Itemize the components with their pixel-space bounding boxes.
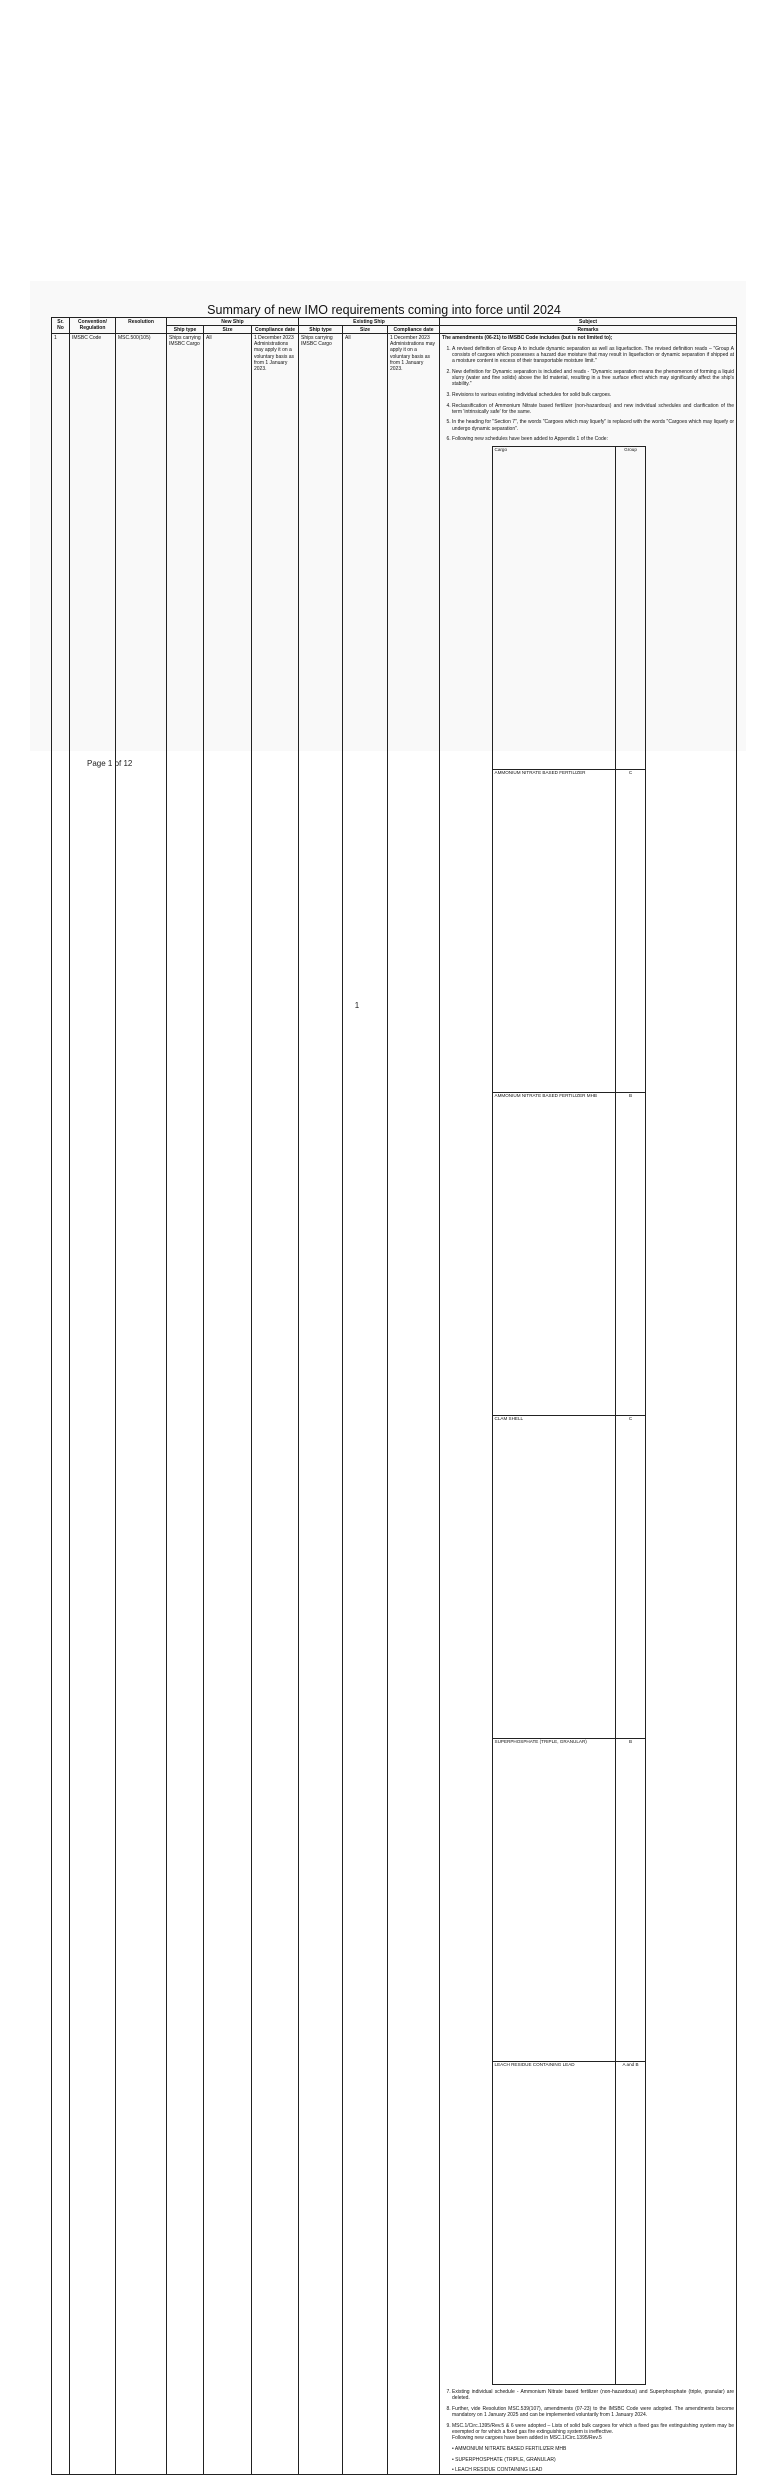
group-header: Group <box>616 446 646 769</box>
header-existing-compliance: Compliance date <box>388 326 440 334</box>
footer-page-number: 1 <box>354 1001 360 1010</box>
header-existing-ship-type: Ship type <box>299 326 343 334</box>
header-remarks: Remarks <box>440 326 737 334</box>
cargo-group: A and B <box>616 2061 646 2384</box>
page-of-label: Page 1 of 12 <box>87 759 133 768</box>
cargo-row <box>493 1415 646 1738</box>
amendment-item: 4. Reclassification of Ammonium Nitrate based fertilizer (non-hazardous) and new individual schedules and clarification of the term 'intrinsically safe' for the same. <box>452 403 734 415</box>
cargo-group: C <box>616 1415 646 1738</box>
cargo-row <box>493 2061 646 2384</box>
page-title: Summary of new IMO requirements coming into force until 2024 <box>207 303 561 317</box>
header-new-ship-type: Ship type <box>167 326 204 334</box>
amendments-list <box>442 346 734 2474</box>
header-new-compliance: Compliance date <box>252 326 299 334</box>
amendment-item: 6. Following new schedules have been added to Appendix 1 of the Code: Cargo Group AMMONIUM NITRATE BASED FERTILIZER C AMMONIUM NITRATE BASED FERTILIZER MHB B CLAM SHELL C SUPERPHOSPHATE (TRIPLE, GRANULAR) B LEACH RESIDUE CONTAINING LEAD A and B <box>452 436 734 2384</box>
cargo-name: CLAM SHELL <box>493 1415 616 1738</box>
cargo-name: AMMONIUM NITRATE BASED FERTILIZER <box>493 769 616 1092</box>
amendment-item: 2. New definition for Dynamic separation is included and reads - "Dynamic separation means the phenomenon of forming a liquid slurry (water and fine solids) above the lid material, resulting in a free surface effect which may significantly affect the ship's stability." <box>452 369 734 388</box>
cargo-row <box>493 1738 646 2061</box>
bullet-item: • AMMONIUM NITRATE BASED FERTILIZER MHB <box>452 2445 567 2452</box>
cargo-name: AMMONIUM NITRATE BASED FERTILIZER MHB <box>493 1092 616 1415</box>
cell-resolution: MSC.500(105) <box>116 334 167 2475</box>
amendment-item: 9. MSC.1/Circ.1395/Rev.5 & 6 were adopted – Lists of solid bulk cargoes for which a fixed gas fire extinguishing system may be exempted or for which a fixed gas fire extinguishing system is ineffective. Following new cargoes have been added in MSC.1/Circ.1395/Rev.5 • AMMONIUM NITRATE BASED FERTILIZER MHB • SUPERPHOSPHATE (TRIPLE, GRANULAR) • LEACH RESIDUE CONTAINING LEAD <box>452 2423 734 2474</box>
cargo-group: B <box>616 1738 646 2061</box>
header-new-ship: New Ship <box>167 318 299 326</box>
cargo-header: Cargo <box>493 446 616 769</box>
amendment-item: 7. Existing individual schedule - Ammonium Nitrate based fertilizer (non-hazardous) and Superphosphate (triple, granular) are deleted. <box>452 2389 734 2401</box>
cell-new-ship-type: Ships carrying IMSBC Cargo <box>167 334 204 2475</box>
header-row-top <box>52 318 737 326</box>
cargo-group-table <box>492 446 646 2385</box>
cargo-row <box>493 769 646 1092</box>
header-resolution: Resolution <box>116 318 167 334</box>
cargo-group: B <box>616 1092 646 1415</box>
cell-new-compliance: 1 December 2023 Administrations may apply it on a voluntary basis as from 1 January 2023. <box>252 334 299 2475</box>
cell-new-size: All <box>204 334 252 2475</box>
header-subject: Subject <box>440 318 737 326</box>
cell-existing-ship-type: Ships carrying IMSBC Cargo <box>299 334 343 2475</box>
cargo-name: SUPERPHOSPHATE (TRIPLE, GRANULAR) <box>493 1738 616 2061</box>
requirements-table <box>51 317 737 2475</box>
header-existing-size: Size <box>343 326 388 334</box>
bullet-item: • SUPERPHOSPHATE (TRIPLE, GRANULAR) <box>452 2456 556 2463</box>
item9-followup: Following new cargoes have been added in MSC.1/Circ.1395/Rev.5 <box>452 2435 602 2442</box>
amendment-item: 3. Revisions to various existing individual schedules for solid bulk cargoes. <box>452 392 734 398</box>
cargo-row <box>493 1092 646 1415</box>
amendments-intro: The amendments (06-21) to IMSBC Code includes (but is not limited to); <box>442 334 613 341</box>
cell-existing-compliance: 1 December 2023 Administrations may apply it on a voluntary basis as from 1 January 2023. <box>388 334 440 2475</box>
cell-convention: IMSBC Code <box>70 334 116 2475</box>
cell-remarks <box>440 334 737 2475</box>
table-row <box>52 334 737 2475</box>
cargo-header-row <box>493 446 646 769</box>
header-new-size: Size <box>204 326 252 334</box>
bullet-item: • LEACH RESIDUE CONTAINING LEAD <box>452 2467 543 2474</box>
header-convention: Convention/ Regulation <box>70 318 116 334</box>
amendment-item: 5. In the heading for "Section 7", the words "Cargoes which may liquefy" is replaced with the words "Cargoes which may liquefy or undergo dynamic separation". <box>452 419 734 431</box>
amendment-item: 1. A revised definition of Group A to include dynamic separation as well as liquefaction. The revised definition reads – "Group A consists of cargoes which possesses a hazard due moisture that may result in liquefaction or dynamic separation if shipped at a moisture content in excess of their transportable moisture limit." <box>452 346 734 365</box>
amendment-item: 8. Further, vide Resolution MSC.539(107), amendments (07-23) to the IMSBC Code were adopted. The amendments become mandatory on 1 January 2025 and can be implemented voluntarily from 1 January 2024. <box>452 2406 734 2418</box>
header-existing-ship: Existing Ship <box>299 318 440 326</box>
header-sr-no: Sr. No <box>52 318 70 334</box>
cargo-name: LEACH RESIDUE CONTAINING LEAD <box>493 2061 616 2384</box>
cargo-group: C <box>616 769 646 1092</box>
item9-bullets <box>452 2446 734 2474</box>
cell-sr: 1 <box>52 334 70 2475</box>
cell-existing-size: All <box>343 334 388 2475</box>
